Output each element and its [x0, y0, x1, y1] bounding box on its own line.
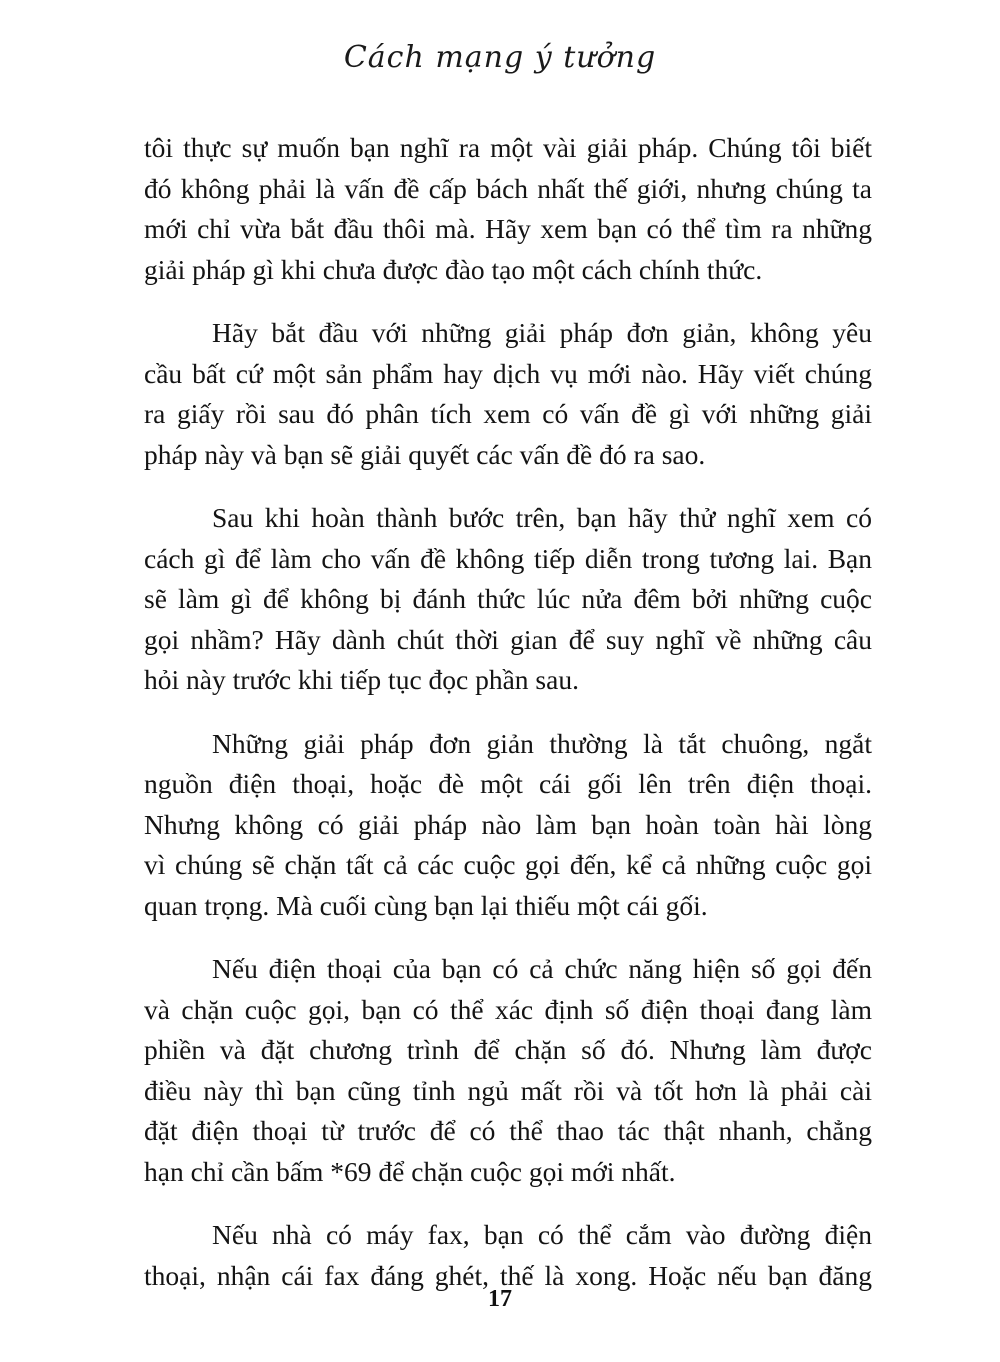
paragraph-4: [144, 724, 872, 927]
paragraph-5: [144, 949, 872, 1192]
body-text: [144, 128, 872, 1319]
text-line: quan trọng. Mà cuối cùng bạn lại thiếu một cái gối.: [144, 889, 708, 921]
text-line: Những giải pháp đơn giản thường là tắt chuông, ngắt: [212, 727, 872, 759]
page-number: 17: [488, 1286, 512, 1312]
paragraph-1: [144, 128, 872, 290]
text-line: Nếu nhà có máy fax, bạn có thể cắm vào đường điện: [212, 1219, 872, 1250]
paragraph-2: [144, 313, 872, 475]
text-line: hỏi này trước khi tiếp tục đọc phần sau.: [144, 664, 579, 695]
text-line: đặt điện thoại từ trước để có thể thao tác thật nhanh, chẳng: [144, 1115, 872, 1146]
paragraph-3: [144, 498, 872, 701]
text-line: nguồn điện thoại, hoặc đè một cái gối lên trên điện thoại.: [144, 768, 872, 799]
text-line: cách gì để làm cho vấn đề không tiếp diễn trong tương lai. Bạn: [144, 542, 872, 574]
text-line: vì chúng sẽ chặn tất cả các cuộc gọi đến, kể cả những cuộc gọi: [144, 849, 872, 880]
text-line: cầu bất cứ một sản phẩm hay dịch vụ mới nào. Hãy viết chúng: [144, 357, 872, 389]
text-line: mới chỉ vừa bắt đầu thôi mà. Hãy xem bạn có thể tìm ra những: [144, 213, 872, 244]
text-line: phiền và đặt chương trình để chặn số đó. Nhưng làm được: [144, 1034, 872, 1065]
paragraph-6: [144, 1215, 872, 1296]
text-line: ra giấy rồi sau đó phân tích xem có vấn đề gì với những giải: [144, 398, 872, 429]
text-line: Hãy bắt đầu với những giải pháp đơn giản, không yêu: [212, 317, 872, 348]
text-line: đó không phải là vấn đề cấp bách nhất thế giới, nhưng chúng ta: [144, 172, 872, 204]
running-header-title: Cách mạng ý tưởng: [343, 40, 657, 75]
text-line: pháp này và bạn sẽ giải quyết các vấn đề đó ra sao.: [144, 438, 706, 470]
text-line: gọi nhầm? Hãy dành chút thời gian để suy nghĩ về những câu: [144, 623, 872, 655]
text-line: thoại, nhận cái fax đáng ghét, thế là xong. Hoặc nếu bạn đăng: [144, 1259, 872, 1291]
text-line: Sau khi hoàn thành bước trên, bạn hãy thử nghĩ xem có: [212, 502, 872, 533]
text-line: và chặn cuộc gọi, bạn có thể xác định số điện thoại đang làm: [144, 993, 872, 1025]
text-line: giải pháp gì khi chưa được đào tạo một cách chính thức.: [144, 253, 763, 285]
text-line: Nếu điện thoại của bạn có cả chức năng hiện số gọi đến: [212, 953, 872, 984]
text-line: hạn chỉ cần bấm *69 để chặn cuộc gọi mới nhất.: [144, 1155, 676, 1187]
text-line: tôi thực sự muốn bạn nghĩ ra một vài giải pháp. Chúng tôi biết: [144, 132, 872, 163]
text-line: Nhưng không có giải pháp nào làm bạn hoàn toàn hài lòng: [144, 808, 872, 840]
text-line: sẽ làm gì để không bị đánh thức lúc nửa đêm bởi những cuộc: [144, 583, 872, 614]
text-line: điều này thì bạn cũng tỉnh ngủ mất rồi và tốt hơn là phải cài: [144, 1074, 872, 1106]
